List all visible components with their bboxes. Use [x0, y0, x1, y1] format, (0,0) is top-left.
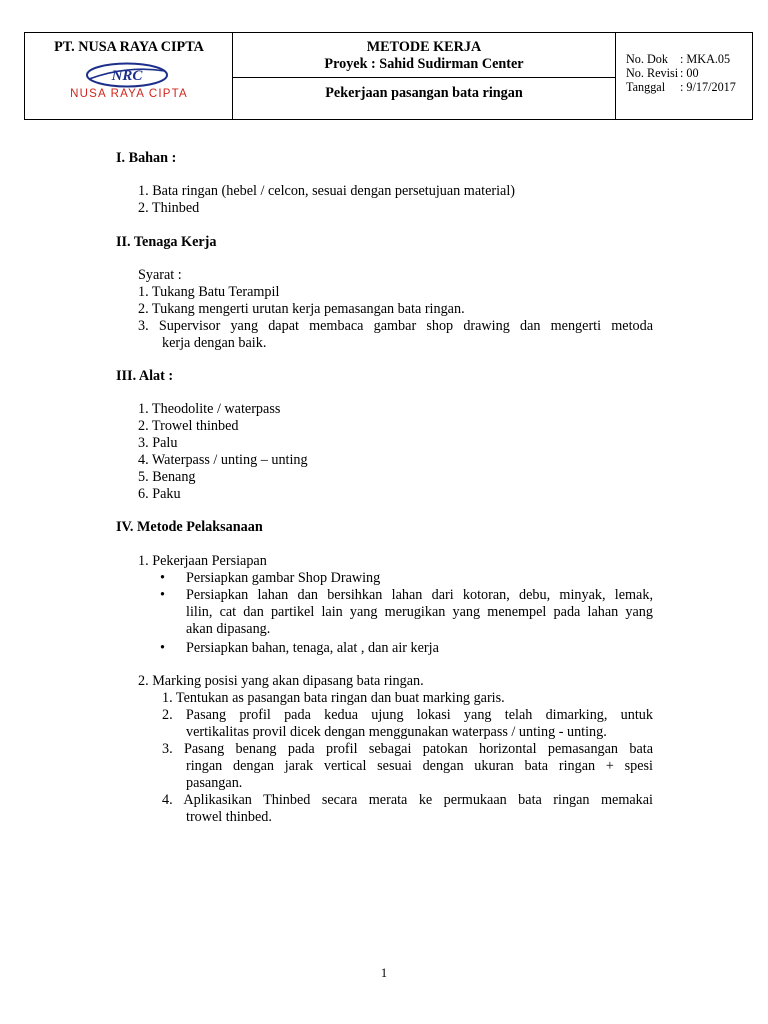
list-item: 6. Paku: [138, 486, 181, 502]
bullet-icon: •: [160, 570, 165, 586]
bullet-item: Persiapkan lahan dan bersihkan lahan dari kotoran, debu, minyak, lemak,: [186, 587, 653, 603]
step-item-continuation: vertikalitas provil dicek dengan menggunakan waterpass / unting - unting.: [186, 724, 607, 740]
list-item: 2. Trowel thinbed: [138, 418, 239, 434]
title-cell: [233, 33, 616, 119]
bullet-item: Persiapkan gambar Shop Drawing: [186, 570, 381, 586]
list-item: 5. Benang: [138, 469, 196, 485]
subsection-heading: 2. Marking posisi yang akan dipasang bata ringan.: [138, 673, 424, 689]
bullet-item: Persiapkan bahan, tenaga, alat , dan air kerja: [186, 640, 439, 656]
subsection-heading: 1. Pekerjaan Persiapan: [138, 553, 267, 569]
list-item: 1. Tukang Batu Terampil: [138, 284, 280, 300]
meta-label: No. Dok: [626, 52, 668, 66]
logo-subtext: NUSA RAYA CIPTA: [70, 88, 188, 100]
company-name: PT. NUSA RAYA CIPTA: [54, 39, 204, 55]
company-logo: [85, 61, 169, 89]
list-item: 3. Palu: [138, 435, 178, 451]
bullet-item-continuation: lilin, cat dan partikel lain yang merugikan yang menempel pada lahan yang: [186, 604, 653, 620]
list-item-continuation: kerja dengan baik.: [162, 335, 267, 351]
step-item-continuation: pasangan.: [186, 775, 243, 791]
meta-value: : 9/17/2017: [680, 80, 736, 94]
step-item-continuation: trowel thinbed.: [186, 809, 272, 825]
meta-value: : MKA.05: [680, 52, 731, 66]
list-item: 2. Tukang mengerti urutan kerja pemasangan bata ringan.: [138, 301, 465, 317]
meta-date: [626, 80, 736, 94]
bullet-icon: •: [160, 640, 165, 656]
list-item: 4. Waterpass / unting – unting: [138, 452, 308, 468]
list-item: 1. Bata ringan (hebel / celcon, sesuai dengan persetujuan material): [138, 183, 516, 199]
step-item: 2. Pasang profil pada kedua ujung lokasi yang telah dimarking, untuk: [162, 707, 653, 723]
meta-label: Tanggal: [626, 80, 666, 94]
bullet-item-continuation: akan dipasang.: [186, 621, 271, 637]
meta-cell: [616, 33, 752, 119]
meta-value: : 00: [680, 66, 699, 80]
document-title: METODE KERJA: [366, 39, 482, 55]
step-item: 4. Aplikasikan Thinbed secara merata ke permukaan bata ringan memakai: [162, 792, 653, 808]
step-item-continuation: ringan dengan jarak vertical sesuai dengan ukuran bata ringan + spesi: [186, 758, 653, 774]
company-cell: [25, 33, 233, 119]
step-item: 3. Pasang benang pada profil sebagai patokan horizontal pemasangan bata: [162, 741, 653, 757]
list-item: 1. Theodolite / waterpass: [138, 401, 281, 417]
page-number: 1: [380, 966, 388, 980]
meta-doc-no: [626, 52, 730, 66]
section-title-tenaga-kerja: II. Tenaga Kerja: [116, 234, 217, 250]
title-divider: [233, 77, 615, 78]
meta-revision: [626, 66, 699, 80]
bullet-icon: •: [160, 587, 165, 603]
section-title-metode: IV. Metode Pelaksanaan: [116, 519, 263, 535]
requirements-intro: Syarat :: [138, 267, 182, 283]
work-title: Pekerjaan pasangan bata ringan: [325, 85, 523, 101]
list-item: 3. Supervisor yang dapat membaca gambar shop drawing dan mengerti metoda: [138, 318, 653, 334]
list-item: 2. Thinbed: [138, 200, 200, 216]
section-title-alat: III. Alat :: [116, 368, 174, 384]
project-name: Proyek : Sahid Sudirman Center: [324, 56, 524, 72]
logo-text: NRC: [111, 68, 143, 84]
document-header: [24, 32, 753, 120]
step-item: 1. Tentukan as pasangan bata ringan dan buat marking garis.: [162, 690, 505, 706]
meta-label: No. Revisi: [626, 66, 679, 80]
section-title-bahan: I. Bahan :: [116, 150, 177, 166]
